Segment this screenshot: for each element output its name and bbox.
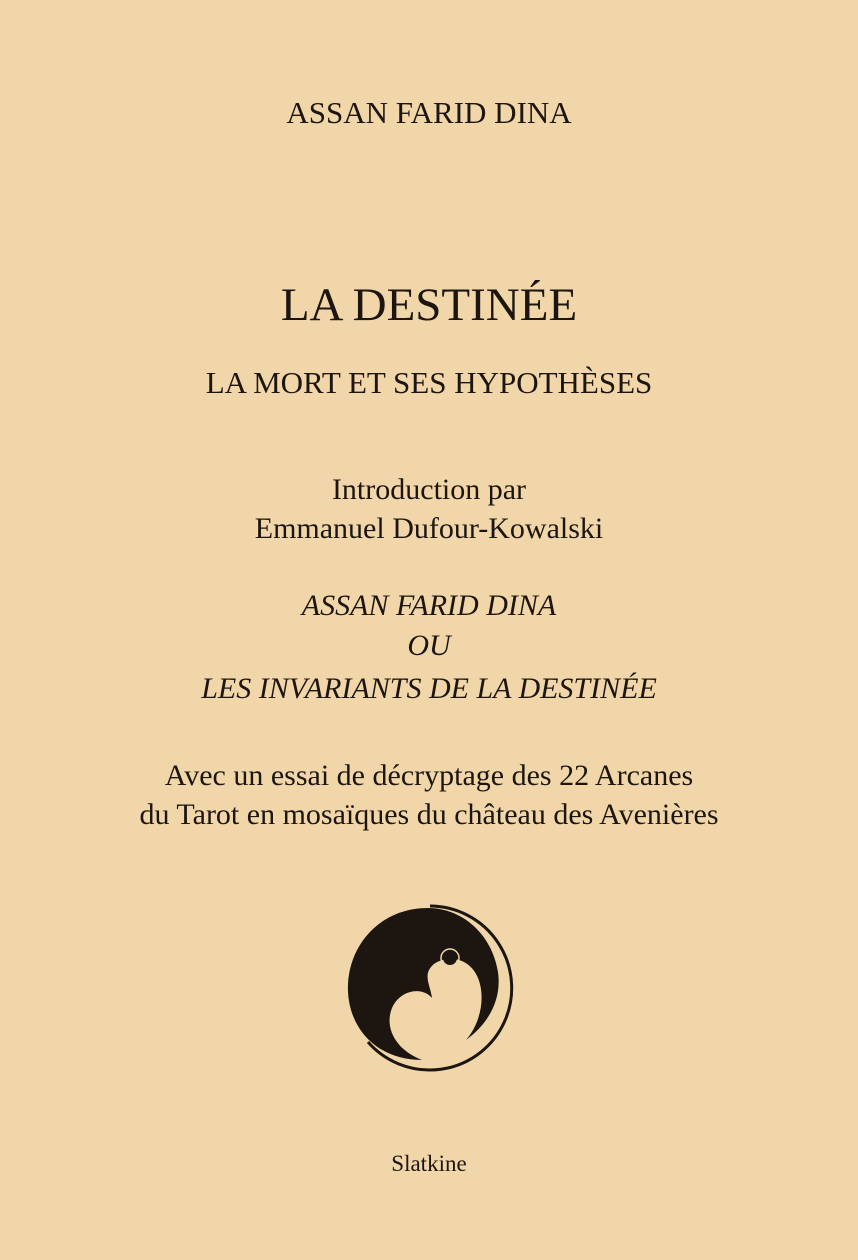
author-name: ASSAN FARID DINA	[286, 95, 572, 130]
book-subtitle: LA MORT ET SES HYPOTHÈSES	[205, 365, 653, 400]
introduction-label: Introduction par	[331, 473, 527, 506]
description-line-2: du Tarot en mosaïques du château des Avenières	[139, 798, 719, 831]
essay-title-line-2: OU	[407, 629, 451, 662]
publisher-name: Slatkine	[391, 1151, 467, 1176]
spiral-circle-emblem-icon	[338, 900, 518, 1072]
description-line-1: Avec un essai de décryptage des 22 Arcanes	[164, 759, 694, 792]
essay-title-line-1: ASSAN FARID DINA	[301, 589, 557, 622]
essay-title-line-3: LES INVARIANTS DE LA DESTINÉE	[201, 672, 657, 705]
introduction-author: Emmanuel Dufour-Kowalski	[254, 512, 604, 545]
book-title: LA DESTINÉE	[280, 279, 578, 331]
